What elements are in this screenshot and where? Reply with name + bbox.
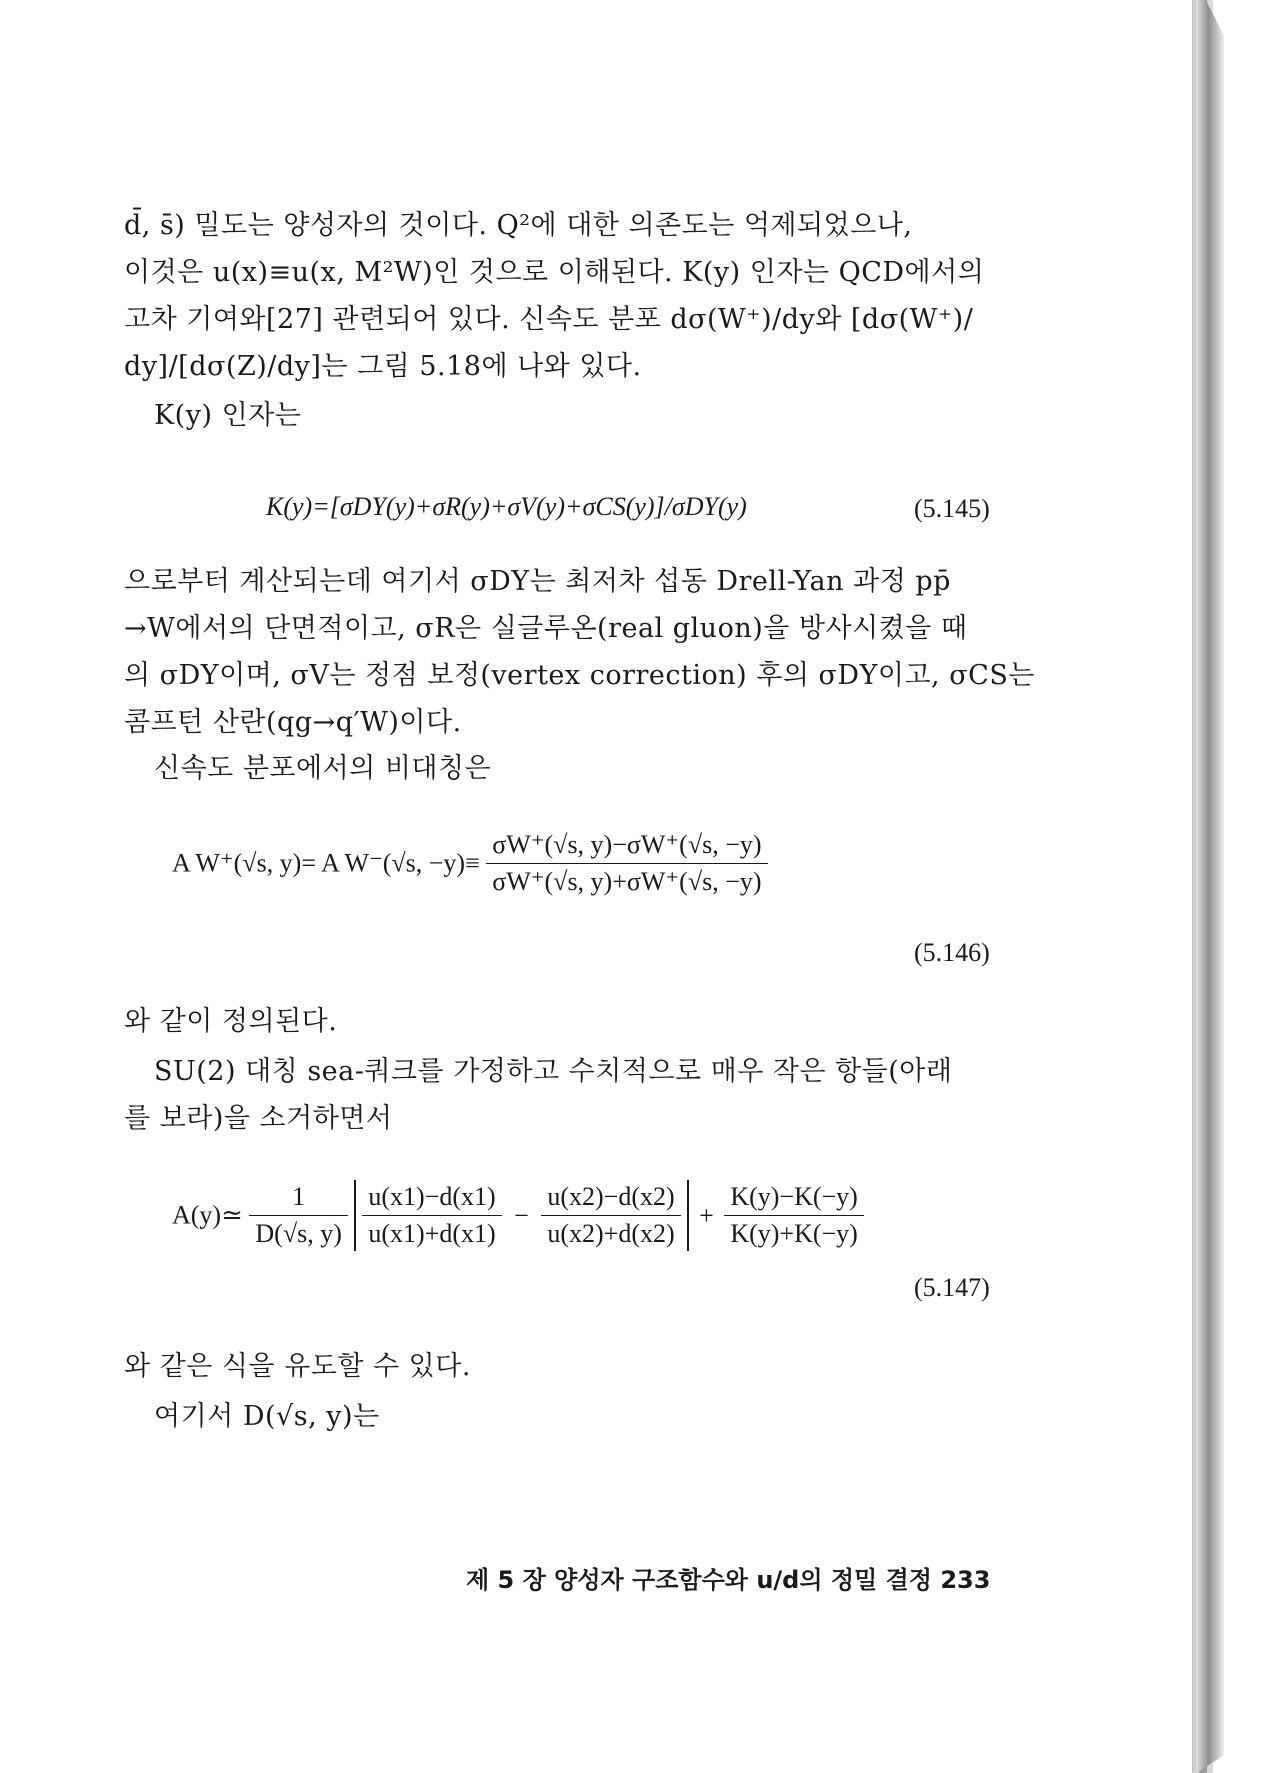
eq147-fraction-1 xyxy=(249,1182,347,1249)
eq147-fraction-2 xyxy=(362,1182,501,1249)
eq147-frac1-num: 1 xyxy=(249,1182,347,1216)
eq147-frac4-num: K(y)−K(−y) xyxy=(724,1182,864,1216)
paragraph2-line3: 의 σDY이며, σV는 정점 보정(vertex correction) 후의 σDY이고, σCS는 xyxy=(124,660,1035,691)
page-curl-edge xyxy=(1196,0,1224,1773)
derive-sentence: 와 같은 식을 유도할 수 있다. xyxy=(124,1351,471,1382)
eq147-frac3-den: u(x2)+d(x2) xyxy=(547,1219,675,1248)
equation-number-5-145: (5.145) xyxy=(914,494,990,523)
intro-d-function: 여기서 D(√s, y)는 xyxy=(154,1401,380,1432)
paragraph2-line2: →W에서의 단면적이고, σR은 실글루온(real gluon)을 방사시켰을 때 xyxy=(124,613,968,644)
eq146-fraction xyxy=(486,830,767,897)
equation-5-147 xyxy=(172,1180,864,1251)
paragraph2-line1: 으로부터 계산되는데 여기서 σDY는 최저차 섭동 Drell-Yan 과정 pp̄ xyxy=(124,566,951,597)
paragraph1-line1: d̄, s̄) 밀도는 양성자의 것이다. Q²에 대한 의존도는 억제되었으나, xyxy=(124,210,913,241)
defined-sentence: 와 같이 정의된다. xyxy=(124,1006,338,1037)
intro-k-factor: K(y) 인자는 xyxy=(154,400,302,431)
eq147-frac4-den: K(y)+K(−y) xyxy=(730,1219,858,1248)
paragraph3-line2: 를 보라)을 소거하면서 xyxy=(124,1103,393,1134)
paragraph2-line4: 콤프턴 산란(qg→q′W)이다. xyxy=(124,707,462,738)
paragraph1-line4: dy]/[dσ(Z)/dy]는 그림 5.18에 나와 있다. xyxy=(124,351,642,382)
eq147-fraction-4 xyxy=(724,1182,864,1249)
paragraph1-line3: 고차 기여와[27] 관련되어 있다. 신속도 분포 dσ(W⁺)/dy와 [dσ(W⁺)/ xyxy=(124,304,974,335)
equation-5-146 xyxy=(172,830,768,897)
eq147-bracket xyxy=(354,1180,688,1251)
eq147-frac2-den: u(x1)+d(x1) xyxy=(368,1219,496,1248)
eq147-frac1-den: D(√s, y) xyxy=(255,1219,342,1248)
eq147-frac2-num: u(x1)−d(x1) xyxy=(362,1182,501,1216)
paragraph1-line2: 이것은 u(x)≡u(x, M²W)인 것으로 이해된다. K(y) 인자는 QCD에서의 xyxy=(124,257,985,288)
eq147-plus: + xyxy=(699,1200,714,1230)
equation-number-5-147: (5.147) xyxy=(914,1273,990,1302)
equation-number-5-146: (5.146) xyxy=(914,938,990,967)
eq147-frac3-num: u(x2)−d(x2) xyxy=(541,1182,680,1216)
eq147-fraction-3 xyxy=(541,1182,680,1249)
eq146-numerator: σW⁺(√s, y)−σW⁺(√s, −y) xyxy=(486,830,767,864)
eq147-minus: − xyxy=(514,1200,529,1230)
intro-asymmetry: 신속도 분포에서의 비대칭은 xyxy=(154,753,492,784)
eq146-lhs: A W⁺(√s, y)= A W⁻(√s, −y)≡ xyxy=(172,848,480,878)
equation-5-145: K(y)=[σDY(y)+σR(y)+σV(y)+σCS(y)]/σDY(y) xyxy=(266,492,747,521)
paragraph3-line1: SU(2) 대칭 sea-쿼크를 가정하고 수치적으로 매우 작은 항들(아래 xyxy=(154,1056,953,1087)
eq146-denominator: σW⁺(√s, y)+σW⁺(√s, −y) xyxy=(492,867,762,896)
eq147-lhs: A(y)≃ xyxy=(172,1200,243,1230)
running-footer: 제 5 장 양성자 구조함수와 u/d의 정밀 결정 233 xyxy=(466,1566,991,1594)
